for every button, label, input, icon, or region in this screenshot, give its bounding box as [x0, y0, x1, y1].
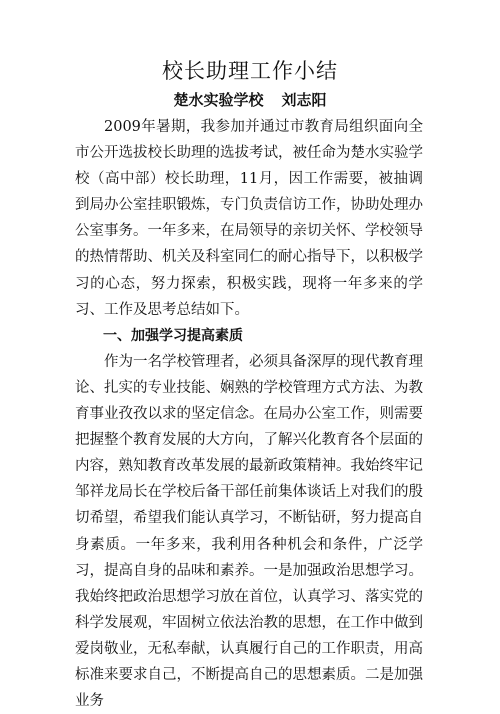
section-heading: 一、加强学习提高素质	[103, 327, 243, 344]
section-paragraph: 作为一名学校管理者，必须具备深厚的现代教育理论、扎实的专业技能、娴熟的学校管理方式方法、为教育事业孜孜以求的坚定信念。在局办公室工作，则需要把握整个教育发展的大方向，了解兴化教育各个层面的内容，熟知教育改革发展的最新政策精神。我始终牢记邹祥龙局长在学校后备干部任前集体谈话上对我们的殷切希望，希望我们能认真学习，不断钻研，努力提高自身素质。一年多来，我利用各种机会和条件，广泛学习，提高自身的品味和素养。一是加强政治思想学习。我始终把政治思想学习放在首位，认真学习、落实党的科学发展观，牢固树立依法治教的思想，在工作中做到爱岗敬业，无私奉献，认真履行自己的工作职责，用高标准来要求自己，不断提高自己的思想素质。二是加强业务	[75, 353, 423, 710]
author-line	[0, 89, 500, 110]
author-name: 刘志阳	[281, 91, 327, 109]
document-body	[75, 114, 423, 714]
author-school: 楚水实验学校	[173, 91, 264, 109]
intro-paragraph: 2009年暑期，我参加并通过市教育局组织面向全市公开选拔校长助理的选拔考试，被任命为楚水实验学校（高中部）校长助理，11月，因工作需要，被抽调到局办公室挂职锻炼，专门负责信访工作，协助处理办公室事务。一年多来，在局领导的亲切关怀、学校领导的热情帮助、机关及科室同仁的耐心指导下，以积极学习的心态，努力探索，积极实践，现将一年多来的学习、工作及思考总结如下。	[75, 119, 423, 318]
document-title: 校长助理工作小结	[162, 59, 338, 83]
